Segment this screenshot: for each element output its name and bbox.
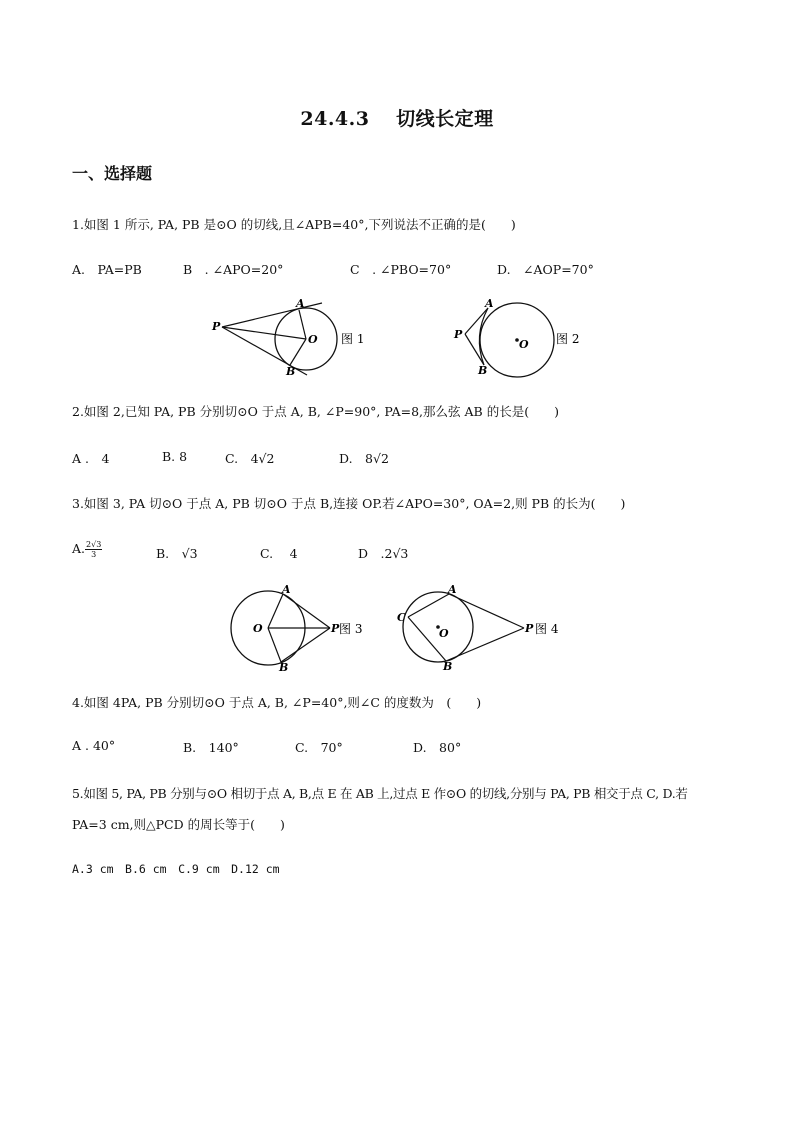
fig3-label-b: B — [279, 661, 289, 671]
q3-option-a-label: A. — [72, 541, 86, 556]
fig3-label-o: O — [253, 622, 263, 635]
fig2-label-o: O — [519, 338, 529, 351]
fig3-label-p: P — [331, 622, 340, 635]
figure-3-diagram — [228, 583, 373, 671]
figure-2-diagram — [445, 292, 590, 384]
fig2-label-a: A — [485, 297, 494, 310]
fig1-caption: 图 1 — [341, 332, 365, 346]
q2-option-d: D. 8√2 — [339, 451, 389, 466]
fig4-label-c: C — [397, 611, 406, 624]
fig2-caption: 图 2 — [556, 332, 580, 346]
question-1-text: 1.如图 1 所示, PA, PB 是⊙O 的切线,且∠APB=40°,下列说法不正确的是( ) — [72, 217, 516, 232]
q3-option-a — [72, 540, 102, 559]
fig4-label-a: A — [448, 583, 457, 596]
figure-1-diagram — [205, 295, 380, 380]
q2-option-a: A . 4 — [72, 451, 110, 466]
question-3-text: 3.如图 3, PA 切⊙O 于点 A, PB 切⊙O 于点 B,连接 OP.若∠APO=30°, OA=2,则 PB 的长为( ) — [72, 496, 626, 511]
q4-option-b: B. 140° — [183, 740, 239, 755]
figure-4-diagram — [392, 583, 567, 671]
fig3-caption: 图 3 — [339, 622, 363, 636]
fig2-label-b: B — [478, 364, 488, 377]
q5-options: A.3 cm B.6 cm C.9 cm D.12 cm — [72, 862, 280, 876]
q1-option-c: C . ∠PBO=70° — [350, 262, 452, 277]
q3-option-c: C. 4 — [260, 546, 298, 561]
fig2-label-p: P — [454, 328, 463, 341]
fig4-label-o: O — [439, 627, 449, 640]
question-5-text: 5.如图 5, PA, PB 分别与⊙O 相切于点 A, B,点 E 在 AB 上,过点 E 作⊙O 的切线,分别与 PA, PB 相交于点 C, D.若 — [72, 786, 688, 801]
q4-option-d: D. 80° — [413, 740, 462, 755]
question-4-text: 4.如图 4PA, PB 分别切⊙O 于点 A, B, ∠P=40°,则∠C 的度数为 ( ) — [72, 695, 482, 710]
q4-option-c: C. 70° — [295, 740, 343, 755]
fig4-label-b: B — [443, 660, 453, 671]
q2-option-c: C. 4√2 — [225, 451, 275, 466]
q3-option-d: D .2√3 — [358, 546, 409, 561]
question-2-text: 2.如图 2,已知 PA, PB 分别切⊙O 于点 A, B, ∠P=90°, PA=8,那么弦 AB 的长是( ) — [72, 404, 559, 419]
fig1-label-o: O — [308, 333, 318, 346]
q1-option-b: B . ∠APO=20° — [183, 262, 284, 277]
question-5-text-line2: PA=3 cm,则△PCD 的周长等于( ) — [72, 817, 285, 832]
q3-option-b: B. √3 — [156, 546, 198, 561]
q2-option-b: B. 8 — [162, 449, 188, 464]
fig1-label-b: B — [286, 365, 296, 378]
fig4-caption: 图 4 — [535, 622, 559, 636]
fig1-label-p: P — [212, 320, 221, 333]
fig1-label-a: A — [296, 297, 305, 310]
q1-option-a: A. PA=PB — [72, 262, 142, 277]
q1-option-d: D. ∠AOP=70° — [497, 262, 594, 277]
page-title: 24.4.3 切线长定理 — [300, 108, 494, 130]
fig4-label-p: P — [525, 622, 534, 635]
q3-option-a-fraction: $\frac{2√3}{3}$ — [86, 540, 102, 559]
q4-option-a: A . 40° — [72, 738, 116, 753]
section-heading: 一、选择题 — [72, 164, 153, 183]
fig3-label-a: A — [282, 583, 291, 596]
